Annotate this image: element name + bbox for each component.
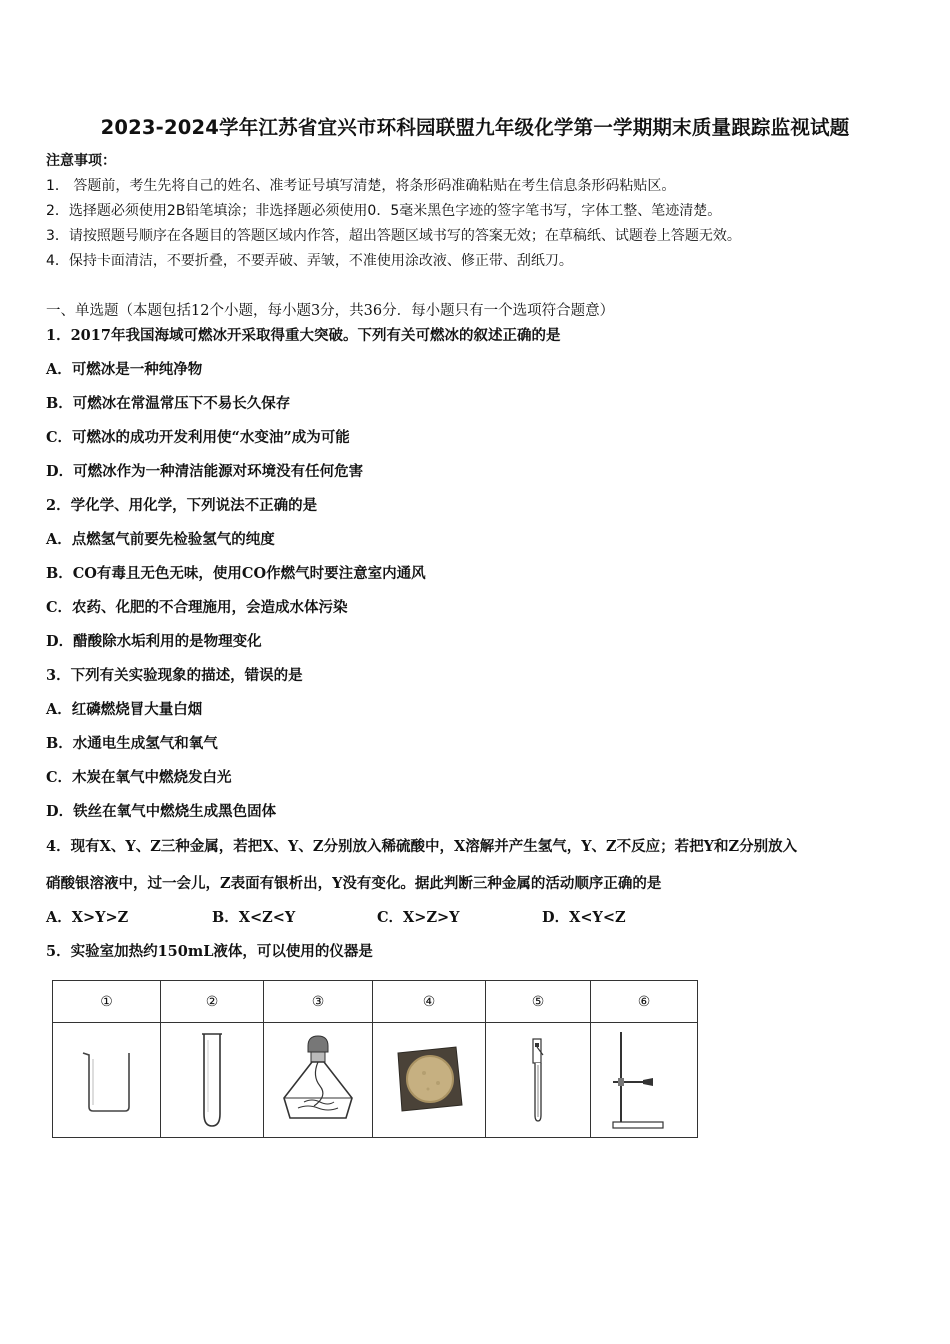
question-4-option-d: D．X<Y<Z (542, 909, 626, 926)
question-1-option-b: B．可燃冰在常温常压下不易长久保存 (46, 395, 291, 412)
test-tube-holder-icon (523, 1035, 553, 1125)
question-3-option-c: C．木炭在氧气中燃烧发白光 (46, 769, 232, 786)
apparatus-label-3: ③ (264, 981, 373, 1023)
section-heading: 一、单选题（本题包括12个小题，每小题3分，共36分．每小题只有一个选项符合题意） (46, 303, 615, 319)
question-3-stem: 3．下列有关实验现象的描述，错误的是 (46, 667, 303, 684)
apparatus-table (52, 980, 698, 1138)
apparatus-cell-2 (161, 1023, 264, 1138)
notice-item-2: 2．选择题必须使用2B铅笔填涂；非选择题必须使用0．5毫米黑色字迹的签字笔书写，字体工整、笔迹清楚。 (46, 203, 722, 219)
alcohol-lamp-icon (278, 1032, 358, 1128)
apparatus-cell-3 (264, 1023, 373, 1138)
question-3-option-d: D．铁丝在氧气中燃烧生成黑色固体 (46, 803, 277, 820)
question-3-option-b: B．水通电生成氢气和氧气 (46, 735, 218, 752)
notice-item-1: 1． 答题前，考生先将自己的姓名、准考证号填写清楚，将条形码准确粘贴在考生信息条形码粘贴区。 (46, 178, 676, 194)
iron-stand-icon (609, 1028, 679, 1132)
question-4-option-c: C．X>Z>Y (377, 909, 460, 926)
apparatus-label-4: ④ (373, 981, 486, 1023)
apparatus-cell-1 (53, 1023, 161, 1138)
apparatus-cell-5 (486, 1023, 591, 1138)
question-2-option-c: C．农药、化肥的不合理施用，会造成水体污染 (46, 599, 348, 616)
notice-item-4: 4．保持卡面清洁，不要折叠，不要弄破、弄皱，不准使用涂改液、修正带、刮纸刀。 (46, 253, 573, 269)
question-2-stem: 2．学化学、用化学，下列说法不正确的是 (46, 497, 318, 514)
question-1-option-d: D．可燃冰作为一种清洁能源对环境没有任何危害 (46, 463, 364, 480)
question-2-option-d: D．醋酸除水垢利用的是物理变化 (46, 633, 262, 650)
apparatus-cell-4 (373, 1023, 486, 1138)
apparatus-label-5: ⑤ (486, 981, 591, 1023)
apparatus-cell-6 (591, 1023, 698, 1138)
test-tube-icon (197, 1030, 227, 1130)
question-1-option-a: A．可燃冰是一种纯净物 (46, 361, 203, 378)
question-4-option-a: A．X>Y>Z (46, 909, 129, 926)
notice-heading: 注意事项： (46, 153, 116, 169)
beaker-icon (77, 1045, 137, 1115)
question-2-option-b: B．CO有毒且无色无味，使用CO作燃气时要注意室内通风 (46, 565, 426, 582)
apparatus-label-2: ② (161, 981, 264, 1023)
question-2-option-a: A．点燃氢气前要先检验氢气的纯度 (46, 531, 275, 548)
apparatus-label-6: ⑥ (591, 981, 698, 1023)
apparatus-label-1: ① (53, 981, 161, 1023)
question-5-stem: 5．实验室加热约150mL液体，可以使用的仪器是 (46, 943, 373, 960)
question-4-stem-line-2: 硝酸银溶液中，过一会儿，Z表面有银析出，Y没有变化。据此判断三种金属的活动顺序正确的是 (46, 875, 662, 892)
question-4-option-b: B．X<Z<Y (212, 909, 296, 926)
notice-item-3: 3．请按照题号顺序在各题目的答题区域内作答，超出答题区域书写的答案无效；在草稿纸、试题卷上答题无效。 (46, 228, 741, 244)
question-3-option-a: A．红磷燃烧冒大量白烟 (46, 701, 203, 718)
question-1-stem: 1．2017年我国海域可燃冰开采取得重大突破。下列有关可燃冰的叙述正确的是 (46, 327, 561, 344)
question-1-option-c: C．可燃冰的成功开发利用使“水变油”成为可能 (46, 429, 350, 446)
question-4-stem-line-1: 4．现有X、Y、Z三种金属，若把X、Y、Z分别放入稀硫酸中，X溶解并产生氢气，Y、Z不反应；若把Y和Z分别放入 (46, 838, 798, 855)
asbestos-gauze-icon (394, 1045, 464, 1115)
page-title: 2023-2024学年江苏省宜兴市环科园联盟九年级化学第一学期期末质量跟踪监视试题 (100, 116, 850, 139)
